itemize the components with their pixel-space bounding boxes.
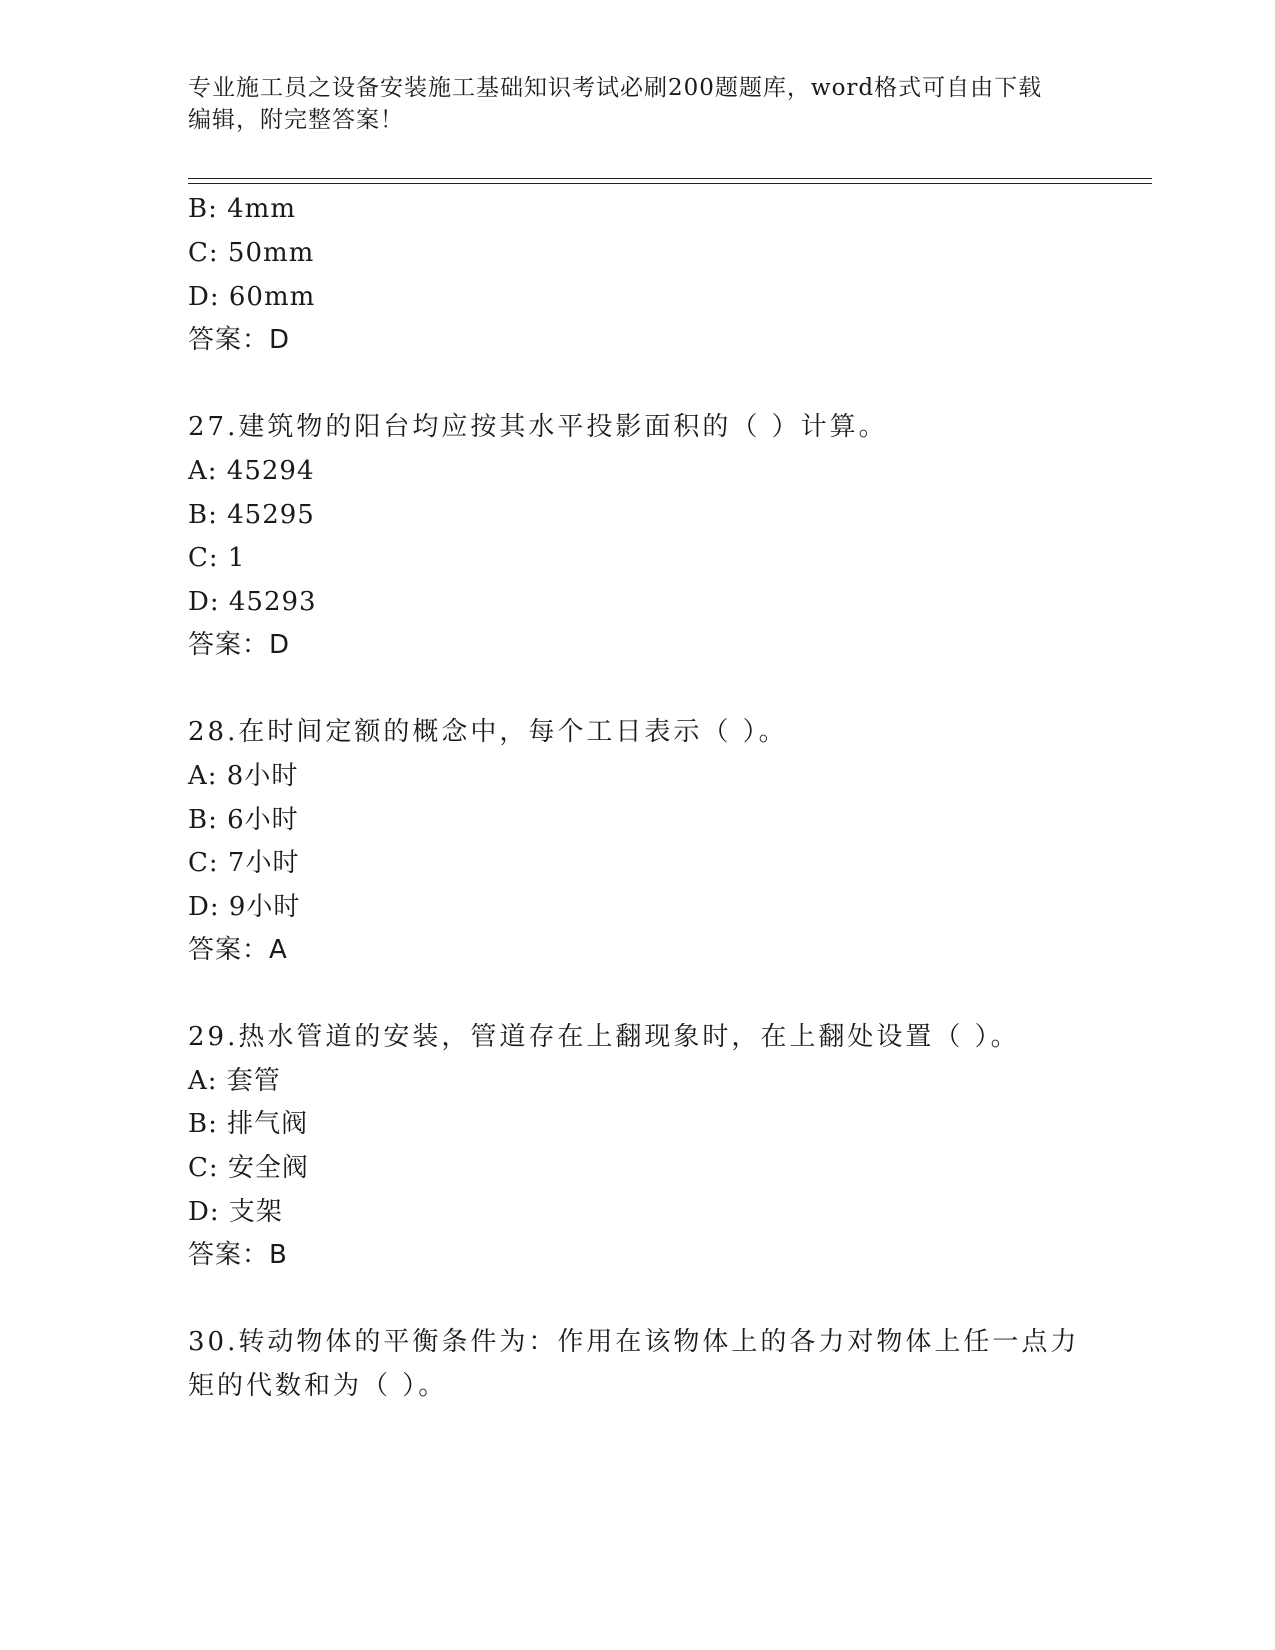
- header-divider-bottom: [188, 183, 1152, 184]
- question-27-option-d: D: 45293: [188, 587, 317, 617]
- question-29-option-d: D: 支架: [188, 1197, 283, 1227]
- question-28-option-d: D: 9小时: [188, 892, 301, 922]
- option-c: C: 50mm: [188, 238, 315, 268]
- question-27-text: 27.建筑物的阳台均应按其水平投影面积的（ ）计算。: [188, 412, 888, 442]
- question-29-option-c: C: 安全阀: [188, 1153, 309, 1183]
- question-29-answer: 答案：B: [188, 1240, 288, 1270]
- question-27-option-c: C: 1: [188, 543, 246, 573]
- question-28-answer: 答案：A: [188, 935, 288, 965]
- question-30-text-line-2: 矩的代数和为（ ）。: [188, 1371, 448, 1401]
- option-b: B: 4mm: [188, 194, 296, 224]
- question-28-option-b: B: 6小时: [188, 805, 299, 835]
- question-29-text: 29.热水管道的安装，管道存在上翻现象时，在上翻处设置（ ）。: [188, 1022, 1020, 1052]
- question-28-text: 28.在时间定额的概念中，每个工日表示（ ）。: [188, 717, 788, 747]
- question-28-option-c: C: 7小时: [188, 848, 300, 878]
- header-divider-top: [188, 178, 1152, 179]
- header-line-1: 专业施工员之设备安装施工基础知识考试必刷200题题库，word格式可自由下载: [188, 75, 1043, 101]
- question-27-answer: 答案：D: [188, 630, 291, 660]
- question-27-option-b: B: 45295: [188, 500, 315, 530]
- document-header: [188, 72, 1068, 136]
- question-27-option-a: A: 45294: [188, 456, 315, 486]
- question-29-option-b: B: 排气阀: [188, 1109, 309, 1139]
- answer-label: 答案：D: [188, 325, 291, 355]
- question-30-text-line-1: 30.转动物体的平衡条件为：作用在该物体上的各力对物体上任一点力: [188, 1327, 1080, 1357]
- question-28-option-a: A: 8小时: [188, 761, 299, 791]
- question-29-option-a: A: 套管: [188, 1066, 281, 1096]
- header-line-2: 编辑，附完整答案！: [188, 107, 404, 133]
- option-d: D: 60mm: [188, 282, 316, 312]
